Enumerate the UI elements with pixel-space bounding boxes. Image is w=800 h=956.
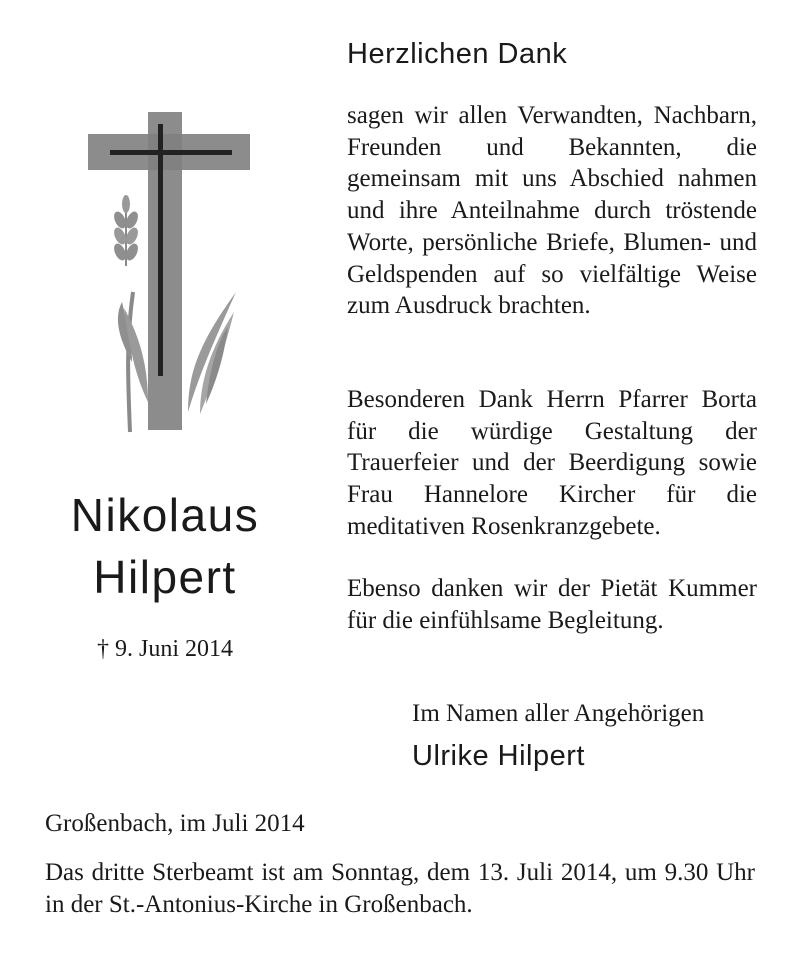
deceased-last-name: Hilpert bbox=[93, 551, 237, 603]
thanks-paragraph-2: Besonderen Dank Herrn Pfarrer Borta für die würdige Gestaltung der Trauerfeier und der Beerdigung sowie Frau Hannelore Kircher für die meditativen Rosenkranzgebete. bbox=[347, 386, 757, 540]
thanks-paragraph-3: Ebenso danken wir der Pietät Kummer für die einfühlsame Begleitung. bbox=[347, 575, 757, 634]
death-date: † 9. Juni 2014 bbox=[96, 636, 233, 662]
thanks-paragraph-1: sagen wir allen Verwandten, Nachbarn, Freunden und Bekannten, die gemeinsam mit uns Abschied nahmen und ihre Anteilnahme durch tröstende Worte, persönliche Briefe, Blumen- und Geldspenden auf so vielfältige Weise zum Ausdruck brachten. bbox=[347, 102, 757, 320]
cross-with-wheat-icon bbox=[88, 112, 250, 434]
place-date: Großenbach, im Juli 2014 bbox=[45, 810, 305, 837]
mass-notice: Das dritte Sterbeamt ist am Sonntag, dem 13. Juli 2014, um 9.30 Uhr in der St.-Antonius-Kirche in Großenbach. bbox=[45, 859, 755, 918]
signer-name: Ulrike Hilpert bbox=[412, 740, 585, 772]
on-behalf-line: Im Namen aller Angehörigen bbox=[412, 700, 705, 727]
thanks-heading: Herzlichen Dank bbox=[347, 38, 568, 70]
deceased-first-name: Nikolaus bbox=[70, 489, 260, 541]
